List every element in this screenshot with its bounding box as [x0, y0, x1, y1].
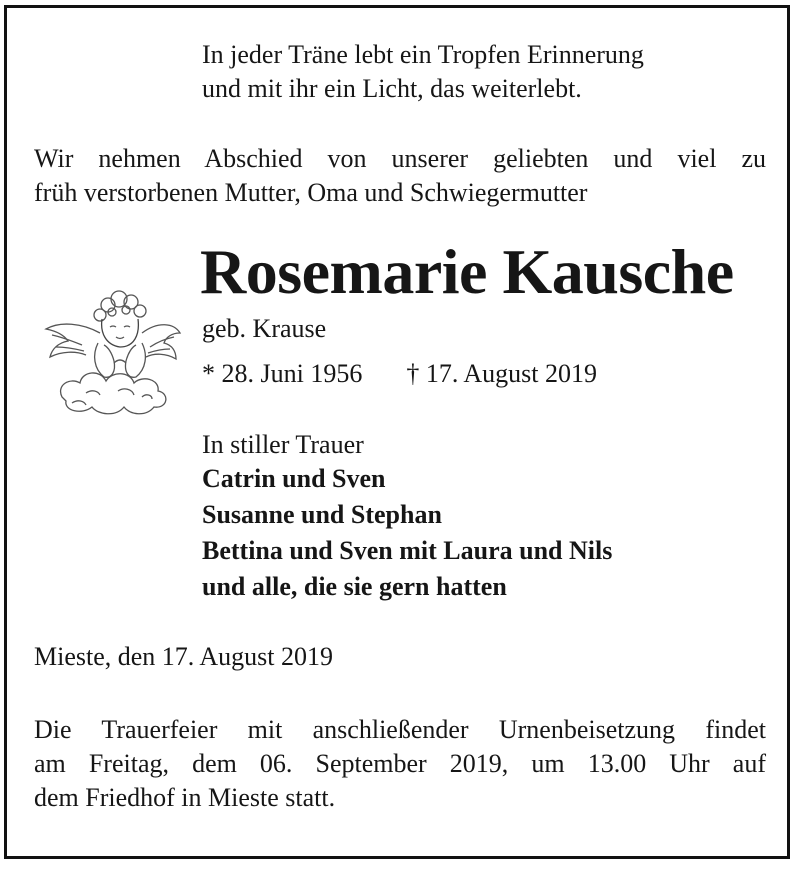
mourning-heading: In stiller Trauer	[202, 430, 364, 459]
funeral-info	[34, 713, 766, 815]
angel-icon	[42, 285, 182, 420]
mourners-list	[202, 462, 612, 606]
maiden-name: geb. Krause	[202, 314, 327, 343]
mourner-entry: Susanne und Stephan	[202, 500, 442, 529]
intro-line: Wir nehmen Abschied von unserer geliebten und viel zu	[34, 144, 766, 173]
place-date: Mieste, den 17. August 2019	[34, 642, 333, 671]
verse-line: In jeder Träne lebt ein Tropfen Erinnerung	[202, 40, 644, 69]
funeral-line: dem Friedhof in Mieste statt.	[34, 783, 336, 812]
birth-date: * 28. Juni 1956	[202, 359, 363, 388]
deceased-name: Rosemarie Kausche	[200, 236, 734, 307]
death-date: † 17. August 2019	[406, 359, 598, 388]
mourner-entry: Catrin und Sven	[202, 464, 386, 493]
funeral-line: Die Trauerfeier mit anschließender Urnenbeisetzung findet	[34, 715, 766, 744]
verse	[202, 38, 644, 106]
intro-line: früh verstorbenen Mutter, Oma und Schwiegermutter	[34, 178, 588, 207]
life-dates	[202, 357, 597, 391]
mourner-entry: Bettina und Sven mit Laura und Nils	[202, 536, 613, 565]
funeral-line: am Freitag, dem 06. September 2019, um 13.00 Uhr auf	[34, 749, 766, 778]
verse-line: und mit ihr ein Licht, das weiterlebt.	[202, 74, 582, 103]
intro-text	[34, 142, 766, 210]
mourner-entry: und alle, die sie gern hatten	[202, 572, 507, 601]
